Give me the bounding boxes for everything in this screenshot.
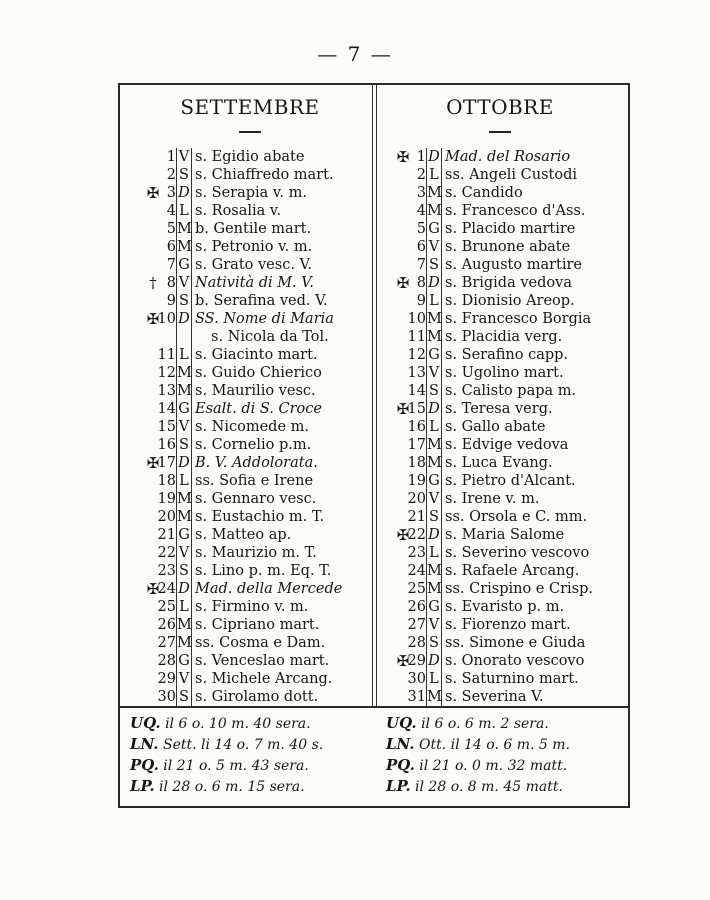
saint-name: s. Petronio v. m. — [195, 239, 313, 255]
saint-name: s. Maria Salome — [445, 527, 565, 543]
calendar-day-row — [400, 670, 650, 688]
moon-phase-abbr: LN. — [386, 735, 415, 753]
calendar-day-row — [400, 544, 650, 562]
weekday-letter: S — [176, 436, 192, 454]
saint-name: s. Guido Chierico — [195, 365, 322, 381]
page-number: — 7 — — [317, 42, 393, 66]
weekday-letter: S — [176, 166, 192, 184]
moon-phase-text: il 28 o. 8 m. 45 matt. — [415, 779, 563, 795]
saint-name: B. V. Addolorata. — [195, 455, 318, 471]
weekday-letter: L — [176, 598, 192, 616]
calendar-day-row — [400, 220, 650, 238]
calendar-day-row — [150, 436, 400, 454]
weekday-letter: L — [426, 670, 442, 688]
day-number: 12 — [407, 347, 426, 363]
calendar-day-row — [146, 454, 400, 472]
moon-phase-line — [130, 714, 311, 733]
day-number: 5 — [416, 221, 426, 237]
weekday-letter: V — [426, 238, 442, 256]
calendar-day-row — [396, 526, 650, 544]
saint-name: s. Michele Arcang. — [195, 671, 333, 687]
day-number: 27 — [157, 635, 176, 651]
weekday-letter: M — [177, 617, 192, 633]
day-number: 18 — [407, 455, 426, 471]
day-mark-icon: ✠ — [396, 526, 410, 544]
day-number: 20 — [407, 491, 426, 507]
weekday-letter: V — [426, 364, 442, 382]
moon-phase-abbr: PQ. — [386, 756, 415, 774]
calendar-day-row — [396, 400, 650, 418]
moon-phase-text: il 21 o. 0 m. 32 matt. — [419, 758, 568, 774]
weekday-letter: L — [426, 292, 442, 310]
saint-name: s. Placido martire — [445, 221, 576, 237]
calendar-day-row — [150, 616, 400, 634]
weekday-letter: D — [426, 148, 442, 166]
day-number: 7 — [166, 257, 176, 273]
saint-name: s. Candido — [445, 185, 523, 201]
moon-phase-text: il 21 o. 5 m. 43 sera. — [163, 758, 309, 774]
day-number: 28 — [407, 635, 426, 651]
moon-phase-abbr: LP. — [386, 777, 411, 795]
day-number: 17 — [407, 437, 426, 453]
saint-name: s. Severina V. — [445, 689, 544, 705]
weekday-letter: D — [176, 580, 192, 598]
weekday-letter: S — [426, 382, 442, 400]
weekday-letter: L — [176, 202, 192, 220]
calendar-day-row — [400, 454, 650, 472]
weekday-letter: S — [176, 688, 192, 706]
weekday-letter: V — [176, 148, 192, 166]
moon-phase-rule — [118, 706, 630, 708]
day-number: 30 — [407, 671, 426, 687]
day-number: 29 — [407, 653, 426, 669]
saint-name: s. Eustachio m. T. — [195, 509, 325, 525]
weekday-letter: V — [176, 418, 192, 436]
calendar-day-row — [400, 256, 650, 274]
calendar-day-row — [150, 544, 400, 562]
calendar-day-row — [400, 310, 650, 328]
saint-name: s. Augusto martire — [445, 257, 582, 273]
day-mark-icon: ✠ — [396, 148, 410, 166]
saint-name: s. Placidia verg. — [445, 329, 563, 345]
day-number: 15 — [157, 419, 176, 435]
moon-phase-text: il 28 o. 6 m. 15 sera. — [159, 779, 305, 795]
day-number: 22 — [157, 545, 176, 561]
day-number: 6 — [416, 239, 426, 255]
weekday-letter: G — [426, 472, 442, 490]
calendar-day-row — [400, 598, 650, 616]
weekday-letter: M — [177, 509, 192, 525]
calendar-day-row — [400, 616, 650, 634]
weekday-letter: M — [177, 635, 192, 651]
weekday-letter: S — [176, 292, 192, 310]
day-number: 1 — [166, 149, 176, 165]
weekday-letter: G — [176, 652, 192, 670]
weekday-letter: M — [177, 221, 192, 237]
calendar-day-row — [400, 184, 650, 202]
day-mark-icon: ✠ — [146, 454, 160, 472]
weekday-column-spacer — [176, 328, 192, 346]
calendar-day-row — [150, 652, 400, 670]
weekday-letter: D — [176, 310, 192, 328]
weekday-letter: M — [427, 185, 442, 201]
saint-name: s. Irene v. m. — [445, 491, 540, 507]
weekday-letter: S — [176, 562, 192, 580]
day-number: 17 — [157, 455, 176, 471]
month-title-ottobre: OTTOBRE — [446, 95, 554, 119]
day-number: 3 — [166, 185, 176, 201]
calendar-day-row — [150, 166, 400, 184]
weekday-letter: L — [176, 346, 192, 364]
moon-phase-line — [130, 777, 305, 796]
saint-name: s. Cipriano mart. — [195, 617, 320, 633]
saint-name: s. Luca Evang. — [445, 455, 553, 471]
calendar-day-row — [400, 634, 650, 652]
calendar-day-row — [400, 364, 650, 382]
day-number: 5 — [166, 221, 176, 237]
calendar-day-row — [396, 148, 650, 166]
saint-name: s. Francesco d'Ass. — [445, 203, 586, 219]
calendar-day-row — [150, 598, 400, 616]
day-number: 27 — [407, 617, 426, 633]
day-number: 4 — [416, 203, 426, 219]
calendar-day-row — [150, 472, 400, 490]
saint-name: ss. Orsola e C. mm. — [445, 509, 588, 525]
moon-phase-line — [386, 735, 570, 754]
moon-phase-text: Ott. il 14 o. 6 m. 5 m. — [418, 737, 570, 753]
moon-phase-line — [130, 735, 323, 754]
month-title-settembre: SETTEMBRE — [180, 95, 320, 119]
saint-name: s. Calisto papa m. — [445, 383, 577, 399]
saint-name: s. Evaristo p. m. — [445, 599, 565, 615]
day-number: 16 — [407, 419, 426, 435]
calendar-day-row — [400, 202, 650, 220]
calendar-day-row — [400, 562, 650, 580]
day-number: 29 — [157, 671, 176, 687]
moon-phase-line — [386, 777, 563, 796]
day-number: 18 — [157, 473, 176, 489]
day-number: 12 — [157, 365, 176, 381]
calendar-day-row — [400, 346, 650, 364]
calendar-day-row — [150, 364, 400, 382]
moon-phase-text: il 6 o. 10 m. 40 sera. — [165, 716, 311, 732]
weekday-letter: D — [426, 400, 442, 418]
day-number: 7 — [416, 257, 426, 273]
day-number: 2 — [416, 167, 426, 183]
calendar-day-row — [396, 652, 650, 670]
moon-phase-abbr: UQ. — [130, 714, 161, 732]
day-number: 30 — [157, 689, 176, 705]
calendar-day-row — [400, 238, 650, 256]
moon-phase-text: Sett. li 14 o. 7 m. 40 s. — [162, 737, 324, 753]
calendar-day-row — [150, 382, 400, 400]
day-number: 23 — [407, 545, 426, 561]
saint-name: s. Chiaffredo mart. — [195, 167, 334, 183]
day-number: 26 — [407, 599, 426, 615]
day-number: 10 — [407, 311, 426, 327]
saint-name: s. Nicola da Tol. — [211, 329, 329, 345]
day-number: 10 — [157, 311, 176, 327]
saint-name: s. Pietro d'Alcant. — [445, 473, 576, 489]
day-number: 4 — [166, 203, 176, 219]
calendar-day-row — [400, 490, 650, 508]
weekday-letter: S — [426, 508, 442, 526]
day-mark-icon: ✠ — [396, 400, 410, 418]
saint-name: s. Serafino capp. — [445, 347, 569, 363]
saint-name: s. Onorato vescovo — [445, 653, 585, 669]
day-number: 3 — [416, 185, 426, 201]
saint-name: s. Dionisio Areop. — [445, 293, 575, 309]
moon-phase-abbr: LP. — [130, 777, 155, 795]
calendar-day-row — [400, 436, 650, 454]
moon-phase-text: il 6 o. 6 m. 2 sera. — [421, 716, 549, 732]
saint-name: s. Maurizio m. T. — [195, 545, 317, 561]
saint-name: Mad. del Rosario — [445, 149, 571, 165]
calendar-day-row — [400, 382, 650, 400]
day-mark-icon: † — [149, 274, 157, 292]
weekday-letter: M — [427, 563, 442, 579]
weekday-letter: M — [427, 203, 442, 219]
saint-name: s. Girolamo dott. — [195, 689, 319, 705]
saint-name: s. Teresa verg. — [445, 401, 553, 417]
weekday-letter: V — [176, 274, 192, 292]
saint-name: s. Rosalia v. — [195, 203, 282, 219]
weekday-letter: M — [427, 437, 442, 453]
calendar-day-row — [400, 688, 650, 706]
day-number: 26 — [157, 617, 176, 633]
saint-name: s. Francesco Borgia — [445, 311, 592, 327]
weekday-letter: M — [177, 491, 192, 507]
calendar-day-row — [146, 310, 400, 328]
saint-name: s. Fiorenzo mart. — [445, 617, 571, 633]
saint-name: ss. Angeli Custodi — [445, 167, 578, 183]
saint-name: s. Gennaro vesc. — [195, 491, 317, 507]
moon-phase-abbr: LN. — [130, 735, 159, 753]
day-number: 11 — [407, 329, 426, 345]
day-number: 21 — [157, 527, 176, 543]
calendar-day-row — [146, 184, 400, 202]
day-number: 21 — [407, 509, 426, 525]
day-number: 31 — [407, 689, 426, 705]
day-mark-icon: ✠ — [146, 580, 160, 598]
moon-phase-line — [386, 714, 549, 733]
saint-name: s. Nicomede m. — [195, 419, 309, 435]
weekday-letter: D — [176, 184, 192, 202]
saint-name: ss. Sofia e Irene — [195, 473, 314, 489]
calendar-day-row — [150, 148, 400, 166]
weekday-letter: M — [177, 365, 192, 381]
day-number: 22 — [407, 527, 426, 543]
day-number: 19 — [407, 473, 426, 489]
weekday-letter: V — [176, 544, 192, 562]
weekday-letter: M — [427, 455, 442, 471]
saint-name: s. Maurilio vesc. — [195, 383, 316, 399]
calendar-day-row — [150, 526, 400, 544]
calendar-day-row — [400, 328, 650, 346]
weekday-letter: S — [426, 256, 442, 274]
weekday-letter: M — [427, 581, 442, 597]
weekday-letter: L — [426, 544, 442, 562]
saint-name: s. Brigida vedova — [445, 275, 572, 291]
title-dash — [239, 131, 261, 133]
day-number: 13 — [407, 365, 426, 381]
weekday-letter: G — [426, 598, 442, 616]
moon-phase-abbr: UQ. — [386, 714, 417, 732]
calendar-day-row — [396, 274, 650, 292]
day-number: 11 — [157, 347, 176, 363]
calendar-day-row — [150, 256, 400, 274]
saint-name: s. Serapia v. m. — [195, 185, 307, 201]
saint-name: s. Matteo ap. — [195, 527, 292, 543]
calendar-day-row — [150, 634, 400, 652]
calendar-day-row — [150, 400, 400, 418]
day-number: 1 — [416, 149, 426, 165]
saint-name: s. Saturnino mart. — [445, 671, 579, 687]
saint-name: Esalt. di S. Croce — [195, 401, 322, 417]
day-number: 6 — [166, 239, 176, 255]
saint-name: s. Venceslao mart. — [195, 653, 330, 669]
day-number: 23 — [157, 563, 176, 579]
day-number: 2 — [166, 167, 176, 183]
title-dash — [489, 131, 511, 133]
calendar-day-row — [150, 238, 400, 256]
saint-name: s. Grato vesc. V. — [195, 257, 313, 273]
calendar-day-row — [400, 418, 650, 436]
day-number: 13 — [157, 383, 176, 399]
calendar-day-row — [400, 472, 650, 490]
saint-name: SS. Nome di Maria — [195, 311, 334, 327]
day-number: 24 — [407, 563, 426, 579]
day-number: 9 — [416, 293, 426, 309]
weekday-letter: G — [176, 400, 192, 418]
day-number: 8 — [416, 275, 426, 291]
saint-name: s. Gallo abate — [445, 419, 546, 435]
saint-name: s. Severino vescovo — [445, 545, 590, 561]
day-number: 28 — [157, 653, 176, 669]
saint-name: s. Brunone abate — [445, 239, 571, 255]
calendar-day-row — [400, 166, 650, 184]
saint-name: s. Cornelio p.m. — [195, 437, 312, 453]
weekday-letter: M — [427, 329, 442, 345]
calendar-day-row — [400, 292, 650, 310]
saint-name: ss. Crispino e Crisp. — [445, 581, 593, 597]
weekday-letter: L — [426, 418, 442, 436]
calendar-day-continuation — [150, 328, 400, 346]
calendar-day-row — [150, 508, 400, 526]
day-mark-icon: ✠ — [146, 310, 160, 328]
weekday-letter: G — [176, 256, 192, 274]
saint-name: s. Lino p. m. Eq. T. — [195, 563, 332, 579]
moon-phase-abbr: PQ. — [130, 756, 159, 774]
weekday-letter: D — [176, 454, 192, 472]
weekday-letter: L — [426, 166, 442, 184]
calendar-day-row — [150, 490, 400, 508]
saint-name: s. Firmino v. m. — [195, 599, 309, 615]
day-mark-icon: ✠ — [396, 652, 410, 670]
day-number: 25 — [407, 581, 426, 597]
calendar-day-row — [150, 274, 400, 292]
weekday-letter: G — [426, 220, 442, 238]
day-number: 15 — [407, 401, 426, 417]
calendar-day-row — [150, 418, 400, 436]
weekday-letter: M — [427, 311, 442, 327]
day-number: 19 — [157, 491, 176, 507]
calendar-day-row — [150, 292, 400, 310]
calendar-day-row — [150, 346, 400, 364]
saint-name: Natività di M. V. — [195, 275, 314, 291]
weekday-letter: D — [426, 652, 442, 670]
day-number: 14 — [407, 383, 426, 399]
weekday-letter: V — [426, 490, 442, 508]
day-number: 16 — [157, 437, 176, 453]
weekday-letter: V — [176, 670, 192, 688]
day-number: 24 — [157, 581, 176, 597]
saint-name: b. Serafina ved. V. — [195, 293, 328, 309]
day-number: 25 — [157, 599, 176, 615]
saint-name: b. Gentile mart. — [195, 221, 312, 237]
saint-name: ss. Cosma e Dam. — [195, 635, 326, 651]
weekday-letter: G — [426, 346, 442, 364]
weekday-letter: M — [427, 689, 442, 705]
weekday-letter: D — [426, 274, 442, 292]
weekday-letter: M — [177, 383, 192, 399]
calendar-day-row — [150, 220, 400, 238]
saint-name: ss. Simone e Giuda — [445, 635, 586, 651]
calendar-day-row — [400, 508, 650, 526]
weekday-letter: L — [176, 472, 192, 490]
calendar-day-row — [150, 670, 400, 688]
calendar-day-row — [146, 580, 400, 598]
day-mark-icon: ✠ — [146, 184, 160, 202]
saint-name: s. Rafaele Arcang. — [445, 563, 580, 579]
saint-name: Mad. della Mercede — [195, 581, 343, 597]
day-number: 14 — [157, 401, 176, 417]
day-number: 9 — [166, 293, 176, 309]
moon-phase-line — [386, 756, 567, 775]
moon-phase-line — [130, 756, 309, 775]
weekday-letter: M — [177, 239, 192, 255]
calendar-day-row — [400, 580, 650, 598]
calendar-day-row — [150, 202, 400, 220]
weekday-letter: G — [176, 526, 192, 544]
saint-name: s. Egidio abate — [195, 149, 305, 165]
weekday-letter: D — [426, 526, 442, 544]
weekday-letter: S — [426, 634, 442, 652]
calendar-day-row — [150, 688, 400, 706]
day-number: 20 — [157, 509, 176, 525]
day-mark-icon: ✠ — [396, 274, 410, 292]
saint-name: s. Ugolino mart. — [445, 365, 564, 381]
saint-name: s. Giacinto mart. — [195, 347, 318, 363]
calendar-day-row — [150, 562, 400, 580]
weekday-letter: V — [426, 616, 442, 634]
day-number: 8 — [166, 275, 176, 291]
saint-name: s. Edvige vedova — [445, 437, 569, 453]
